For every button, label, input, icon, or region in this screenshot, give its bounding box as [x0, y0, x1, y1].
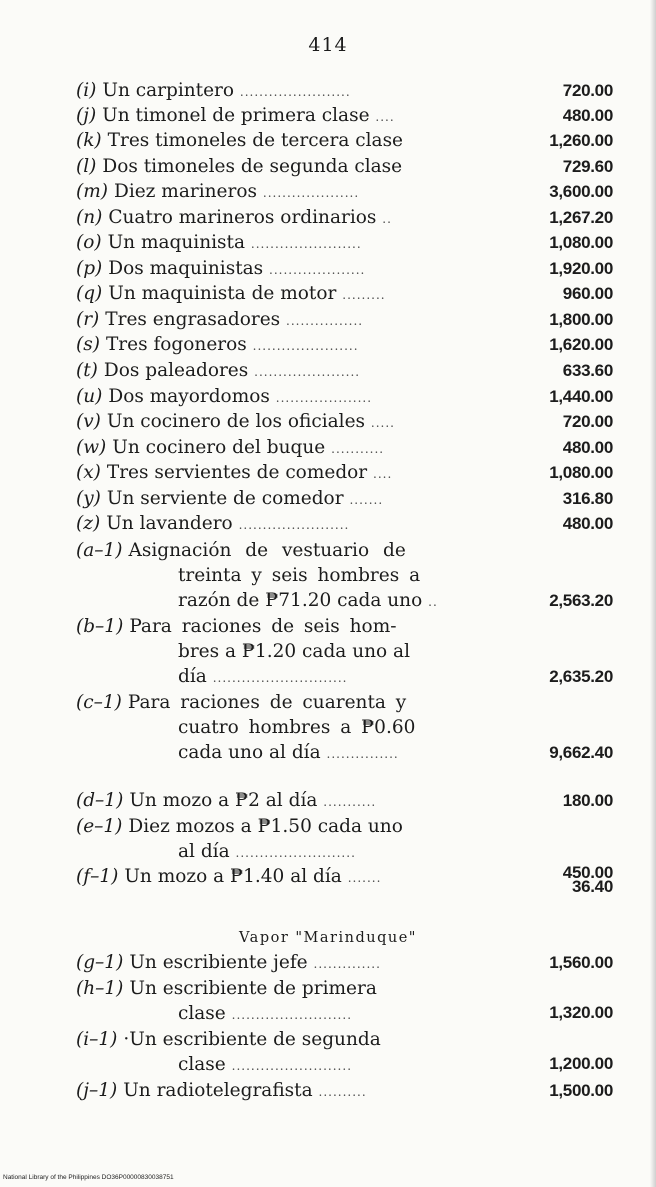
entry-amount: 36.40 [571, 877, 613, 896]
ledger-entry [76, 128, 613, 153]
ledger-entry [76, 154, 613, 179]
entry-label: (j–1) [76, 1080, 118, 1101]
entry-label: (i–1) [76, 1029, 118, 1050]
entry-description-line: cada uno al día [178, 742, 321, 763]
entry-description-line: Un maquinista [107, 232, 246, 253]
ledger-entry [76, 486, 613, 513]
entry-description-line: Diez marineros [113, 181, 257, 202]
entry-description-line: cuatro hombres a ₱0.60 [178, 717, 416, 738]
entry-amount: 960.00 [562, 284, 613, 303]
entry-description-line: Tres servientes de comedor [106, 462, 368, 483]
entry-amount: 480.00 [562, 438, 613, 457]
leader-dots: ....................... [238, 518, 350, 532]
leader-dots: ........... [323, 795, 377, 809]
entry-description-line: Cuatro marineros ordinarios [108, 207, 377, 228]
entry-description-line: bres a ₱1.20 cada uno al [178, 641, 410, 662]
entry-amount: 480.00 [562, 106, 613, 125]
ledger-entry [76, 307, 613, 334]
entry-label: (w) [76, 437, 107, 458]
entry-label: (z) [76, 513, 101, 534]
ledger-entry [76, 230, 613, 257]
entry-description-line: Un escribiente de primera [129, 978, 377, 999]
leader-dots: ........... [331, 442, 385, 456]
entry-description-line: Un mozo a ₱2 al día [129, 790, 318, 811]
entry-amount: 1,267.20 [549, 208, 613, 227]
entry-description-line: treinta y seis hombres a [178, 565, 421, 586]
entry-label: (v) [76, 411, 101, 432]
entry-amount: 1,080.00 [549, 463, 613, 482]
entry-description-line: Dos mayordomos [108, 386, 270, 407]
leader-dots: ....... [347, 871, 382, 885]
leader-dots: .......... [318, 1085, 367, 1099]
ledger-entry [76, 179, 613, 206]
entry-description-line: Un escribiente jefe [129, 952, 308, 973]
page-edge-shadow [650, 0, 656, 1187]
leader-dots: .... [373, 467, 393, 481]
ledger-entry [76, 511, 613, 538]
entry-description-line: Para raciones de cuarenta y [127, 692, 407, 713]
entry-amount: 480.00 [562, 514, 613, 533]
entry-description-line: Un timonel de primera clase [102, 105, 370, 126]
entry-amount: 180.00 [562, 791, 613, 810]
entry-label: (r) [76, 309, 100, 330]
entry-amount: 1,500.00 [549, 1081, 613, 1100]
leader-dots: ....................... [239, 85, 351, 99]
entry-amount: 729.60 [562, 157, 613, 176]
entry-description-line: Un radiotelegrafista [123, 1080, 313, 1101]
entry-label: (g–1) [76, 952, 124, 973]
entry-description-line: Dos paleadores [103, 360, 249, 381]
entry-label: (u) [76, 386, 103, 407]
entry-description-line: Un mozo a ₱1.40 al día [124, 866, 342, 887]
entry-label: (l) [76, 156, 97, 177]
entry-amount: 3,600.00 [549, 182, 613, 201]
entry-description-line: Un carpintero [102, 80, 235, 101]
entry-label: (n) [76, 207, 103, 228]
entry-amount: 2,563.20 [549, 591, 613, 610]
entry-amount: 1,800.00 [549, 310, 613, 329]
leader-dots: ............................ [212, 671, 348, 685]
entry-description-line: Un cocinero del buque [112, 437, 326, 458]
entry-label: (f–1) [76, 866, 119, 887]
ledger-entry [76, 256, 613, 283]
entry-label: (x) [76, 462, 101, 483]
ledger-entry [76, 788, 613, 815]
entry-label: (q) [76, 283, 103, 304]
leader-dots: ..... [370, 416, 395, 430]
leader-dots: ......................... [231, 1059, 353, 1073]
entry-label: (y) [76, 488, 101, 509]
entry-amount: 1,320.00 [549, 1003, 613, 1022]
leader-dots: .................... [269, 263, 366, 277]
entry-label: (i) [76, 80, 97, 101]
ledger-entry [76, 1078, 613, 1105]
entry-label: (d–1) [76, 790, 124, 811]
ledger-entry [76, 1027, 613, 1079]
entry-amount: 633.60 [562, 361, 613, 380]
entry-description-line: Diez mozos a ₱1.50 cada uno [128, 816, 403, 837]
entry-amount: 720.00 [562, 412, 613, 431]
entry-amount: 1,260.00 [549, 131, 613, 150]
leader-dots: .. [428, 595, 438, 609]
entry-description-line: clase [178, 1003, 226, 1024]
ledger-entry [76, 435, 613, 462]
entry-label: (k) [76, 130, 102, 151]
ledger-entry [76, 538, 613, 615]
entry-amount: 1,080.00 [549, 233, 613, 252]
entry-description-line: ·Un escribiente de segunda [123, 1029, 381, 1050]
page-number: 414 [308, 34, 348, 56]
ledger-entry [76, 864, 613, 896]
ledger-entry [76, 976, 613, 1028]
entry-label: (o) [76, 232, 102, 253]
leader-dots: .............. [313, 957, 381, 971]
entry-amount: 316.80 [562, 489, 613, 508]
leader-dots: ......................... [231, 1008, 353, 1022]
entry-label: (t) [76, 360, 98, 381]
ledger-entry [76, 690, 613, 767]
leader-dots: ................ [286, 314, 364, 328]
entry-amount: 1,200.00 [549, 1054, 613, 1073]
ledger-entry [76, 384, 613, 411]
entry-label: (m) [76, 181, 108, 202]
entry-amount: 9,662.40 [549, 743, 613, 762]
entry-label: (e–1) [76, 816, 123, 837]
footer-watermark: National Library of the Philippines DO36P00000830038751 [3, 1174, 174, 1181]
entry-label: (p) [76, 258, 103, 279]
ledger-entry [76, 950, 613, 977]
entry-amount: 1,620.00 [549, 335, 613, 354]
section-heading: Vapor "Marinduque" [239, 930, 417, 946]
entry-label: (c–1) [76, 692, 122, 713]
entry-description-line: Un cocinero de los oficiales [106, 411, 366, 432]
entry-amount: 1,560.00 [549, 953, 613, 972]
ledger-entry [76, 205, 613, 232]
entry-amount: 450.00 [562, 863, 613, 882]
leader-dots: ............... [326, 747, 399, 761]
leader-dots: ...................... [252, 339, 359, 353]
entry-description-line: Dos maquinistas [108, 258, 264, 279]
entry-description-line: Tres engrasadores [105, 309, 281, 330]
leader-dots: ....... [349, 493, 384, 507]
entry-description-line: clase [178, 1054, 226, 1075]
entry-description-line: al día [178, 841, 230, 862]
entry-description-line: Para raciones de seis hom- [129, 616, 397, 637]
entry-description-line: Asignación de vestuario de [128, 540, 406, 561]
ledger-entry [76, 460, 613, 487]
ledger-entry [76, 358, 613, 385]
entry-amount: 1,920.00 [549, 259, 613, 278]
entry-amount: 2,635.20 [549, 667, 613, 686]
entry-description-line: Un lavandero [106, 513, 233, 534]
leader-dots: .................... [262, 186, 360, 200]
entry-description-line: razón de ₱71.20 cada uno [178, 590, 423, 611]
leader-dots: ...................... [254, 365, 361, 379]
entry-description-line: Tres fogoneros [105, 334, 247, 355]
entry-label: (s) [76, 334, 100, 355]
entry-label: (h–1) [76, 978, 124, 999]
leader-dots: .................... [275, 391, 373, 405]
ledger-entry [76, 281, 613, 308]
ledger-entry [76, 78, 613, 105]
leader-dots: ......................... [235, 846, 356, 860]
entry-description-line: Un serviente de comedor [106, 488, 344, 509]
entry-description-line: día [178, 666, 207, 687]
entry-description-line: Dos timoneles de segunda clase [102, 156, 403, 177]
entry-label: (a–1) [76, 540, 123, 561]
leader-dots: ....................... [250, 237, 362, 251]
leader-dots: ......... [342, 288, 386, 302]
ledger-entry [76, 409, 613, 436]
entry-label: (b–1) [76, 616, 124, 637]
entry-label: (j) [76, 105, 97, 126]
entry-amount: 1,440.00 [549, 387, 613, 406]
ledger-entry [76, 103, 613, 130]
entry-description-line: Tres timoneles de tercera clase [107, 130, 404, 151]
ledger-entry [76, 332, 613, 359]
leader-dots: .... [375, 110, 395, 124]
leader-dots: .. [382, 212, 392, 226]
entry-amount: 720.00 [562, 81, 613, 100]
ledger-entry [76, 614, 613, 691]
entry-description-line: Un maquinista de motor [108, 283, 337, 304]
